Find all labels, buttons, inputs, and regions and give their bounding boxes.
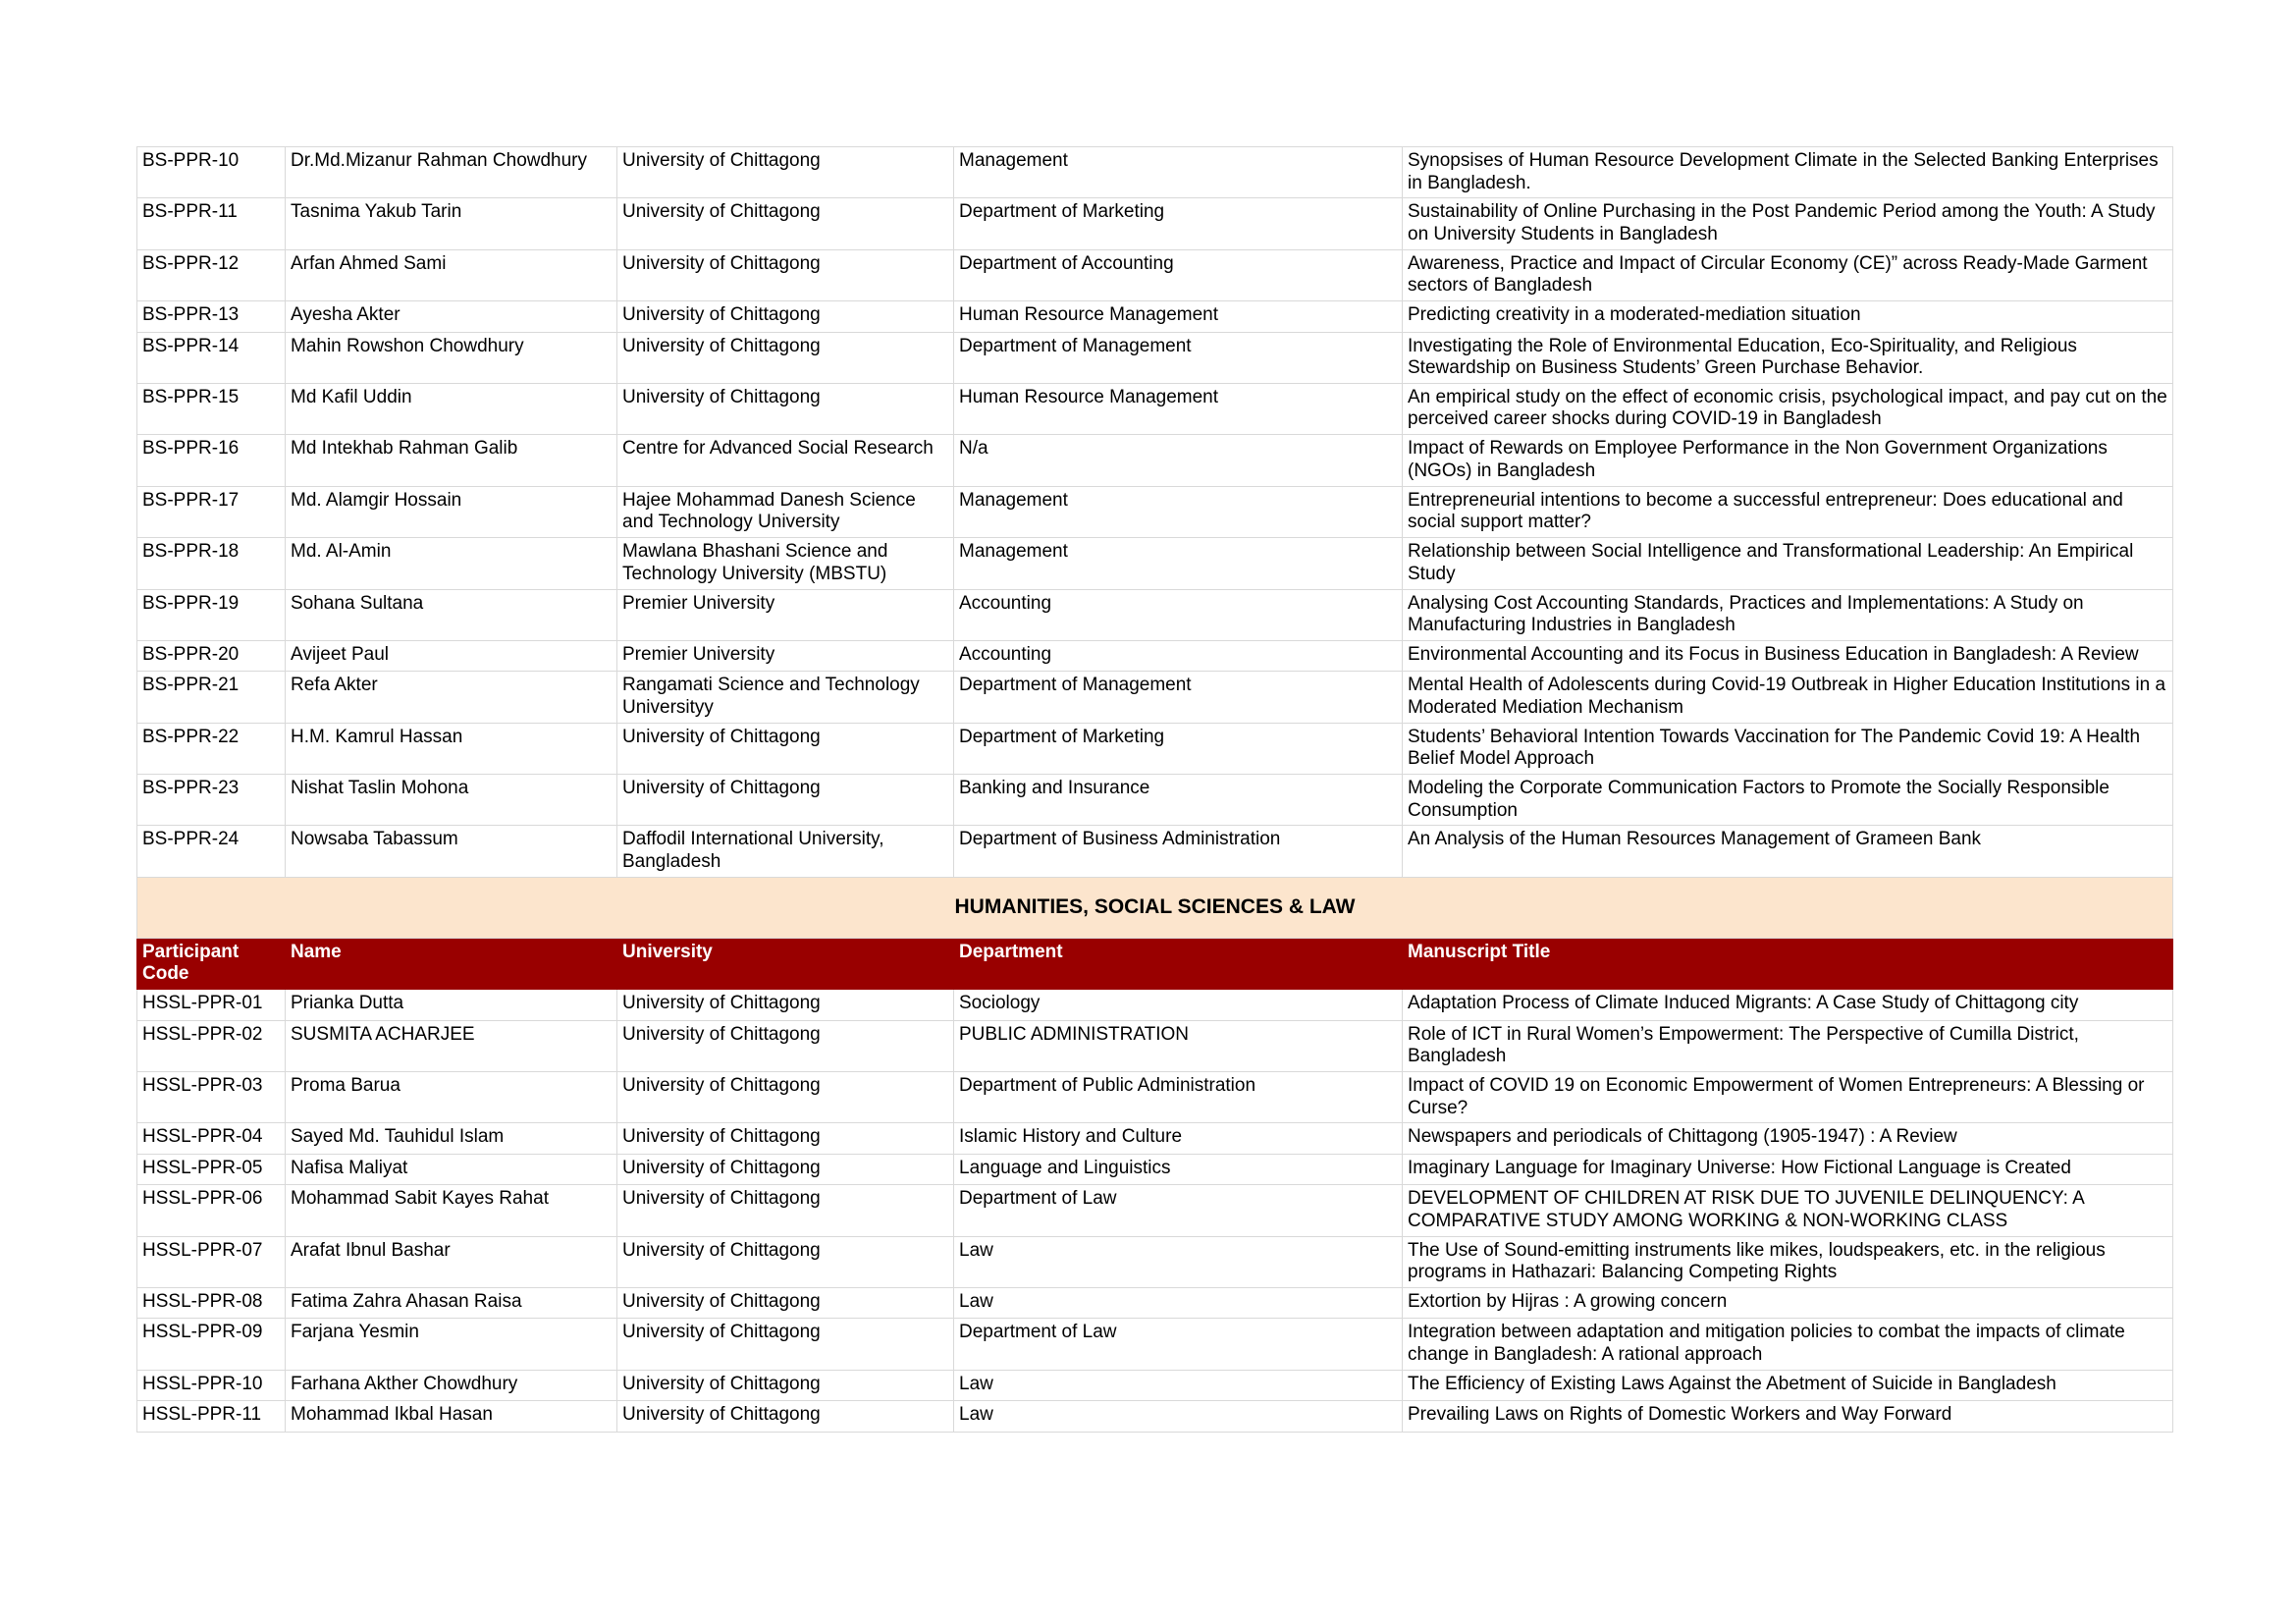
participant-code-cell: BS-PPR-20: [137, 640, 286, 671]
manuscript-title-cell: An empirical study on the effect of economic crisis, psychological impact, and pay cut on the perceived career shocks during COVID-19 in Bangladesh: [1403, 383, 2173, 434]
column-header-participant-code: Participant Code: [137, 938, 286, 989]
column-header-university: University: [617, 938, 954, 989]
table-row: [137, 775, 2173, 826]
university-cell: University of Chittagong: [617, 775, 954, 826]
university-cell: University of Chittagong: [617, 249, 954, 300]
name-cell: Avijeet Paul: [286, 640, 617, 671]
manuscript-title-cell: Integration between adaptation and mitigation policies to combat the impacts of climate change in Bangladesh: A rational approach: [1403, 1319, 2173, 1370]
participant-code-cell: BS-PPR-16: [137, 435, 286, 486]
department-cell: N/a: [954, 435, 1403, 486]
manuscript-title-cell: Impact of COVID 19 on Economic Empowerment of Women Entrepreneurs: A Blessing or Curse?: [1403, 1072, 2173, 1123]
manuscript-title-cell: DEVELOPMENT OF CHILDREN AT RISK DUE TO JUVENILE DELINQUENCY: A COMPARATIVE STUDY AMONG WORKING & NON-WORKING CLASS: [1403, 1185, 2173, 1236]
manuscript-title-cell: Environmental Accounting and its Focus in Business Education in Bangladesh: A Review: [1403, 640, 2173, 671]
department-cell: Department of Accounting: [954, 249, 1403, 300]
university-cell: Daffodil International University, Bangladesh: [617, 826, 954, 877]
university-cell: Premier University: [617, 640, 954, 671]
table-row: [137, 538, 2173, 589]
department-cell: Department of Law: [954, 1185, 1403, 1236]
manuscript-title-cell: An Analysis of the Human Resources Management of Grameen Bank: [1403, 826, 2173, 877]
manuscript-title-cell: Analysing Cost Accounting Standards, Practices and Implementations: A Study on Manufacturing Industries in Bangladesh: [1403, 589, 2173, 640]
department-cell: Department of Management: [954, 332, 1403, 383]
department-cell: Law: [954, 1370, 1403, 1400]
name-cell: Nishat Taslin Mohona: [286, 775, 617, 826]
department-cell: Accounting: [954, 640, 1403, 671]
table-row: [137, 332, 2173, 383]
university-cell: University of Chittagong: [617, 198, 954, 249]
department-cell: Banking and Insurance: [954, 775, 1403, 826]
table-row: [137, 249, 2173, 300]
column-header-name: Name: [286, 938, 617, 989]
table-row: [137, 1236, 2173, 1287]
name-cell: Refa Akter: [286, 672, 617, 723]
university-cell: University of Chittagong: [617, 147, 954, 198]
participant-code-cell: BS-PPR-19: [137, 589, 286, 640]
university-cell: University of Chittagong: [617, 1401, 954, 1432]
university-cell: University of Chittagong: [617, 1287, 954, 1318]
table-row: [137, 1020, 2173, 1071]
name-cell: Sohana Sultana: [286, 589, 617, 640]
participant-code-cell: BS-PPR-14: [137, 332, 286, 383]
manuscript-title-cell: Mental Health of Adolescents during Covid-19 Outbreak in Higher Education Institutions in a Moderated Mediation Mechanism: [1403, 672, 2173, 723]
department-cell: Law: [954, 1401, 1403, 1432]
university-cell: University of Chittagong: [617, 383, 954, 434]
manuscript-title-cell: Extortion by Hijras : A growing concern: [1403, 1287, 2173, 1318]
manuscript-title-cell: Adaptation Process of Climate Induced Migrants: A Case Study of Chittagong city: [1403, 990, 2173, 1020]
participant-code-cell: HSSL-PPR-02: [137, 1020, 286, 1071]
manuscript-title-cell: Newspapers and periodicals of Chittagong (1905-1947) : A Review: [1403, 1123, 2173, 1154]
manuscript-title-cell: Relationship between Social Intelligence and Transformational Leadership: An Empirical Study: [1403, 538, 2173, 589]
manuscript-title-cell: Imaginary Language for Imaginary Universe: How Fictional Language is Created: [1403, 1154, 2173, 1184]
table-row: [137, 990, 2173, 1020]
participant-code-cell: BS-PPR-21: [137, 672, 286, 723]
table-row: [137, 1370, 2173, 1400]
department-cell: Human Resource Management: [954, 301, 1403, 332]
name-cell: Sayed Md. Tauhidul Islam: [286, 1123, 617, 1154]
table-body: [137, 147, 2173, 1433]
name-cell: Farhana Akther Chowdhury: [286, 1370, 617, 1400]
participant-code-cell: HSSL-PPR-11: [137, 1401, 286, 1432]
table-row: [137, 1123, 2173, 1154]
university-cell: Premier University: [617, 589, 954, 640]
participant-code-cell: HSSL-PPR-08: [137, 1287, 286, 1318]
table-row: [137, 1154, 2173, 1184]
university-cell: University of Chittagong: [617, 1370, 954, 1400]
participant-code-cell: BS-PPR-17: [137, 486, 286, 537]
name-cell: Proma Barua: [286, 1072, 617, 1123]
table-row: [137, 486, 2173, 537]
name-cell: Nafisa Maliyat: [286, 1154, 617, 1184]
name-cell: Nowsaba Tabassum: [286, 826, 617, 877]
table-row: [137, 198, 2173, 249]
university-cell: Rangamati Science and Technology Universityy: [617, 672, 954, 723]
name-cell: Md. Al-Amin: [286, 538, 617, 589]
manuscript-title-cell: The Use of Sound-emitting instruments like mikes, loudspeakers, etc. in the religious programs in Hathazari: Balancing Competing Rights: [1403, 1236, 2173, 1287]
department-cell: Department of Management: [954, 672, 1403, 723]
participant-code-cell: HSSL-PPR-04: [137, 1123, 286, 1154]
university-cell: University of Chittagong: [617, 1020, 954, 1071]
table-row: [137, 301, 2173, 332]
name-cell: H.M. Kamrul Hassan: [286, 723, 617, 774]
name-cell: Dr.Md.Mizanur Rahman Chowdhury: [286, 147, 617, 198]
table-row: [137, 723, 2173, 774]
department-cell: Law: [954, 1287, 1403, 1318]
name-cell: Mohammad Ikbal Hasan: [286, 1401, 617, 1432]
table-row: [137, 1401, 2173, 1432]
participants-table: [136, 146, 2173, 1433]
university-cell: Hajee Mohammad Danesh Science and Technology University: [617, 486, 954, 537]
department-cell: PUBLIC ADMINISTRATION: [954, 1020, 1403, 1071]
section-title: HUMANITIES, SOCIAL SCIENCES & LAW: [137, 877, 2173, 938]
table-row: [137, 1185, 2173, 1236]
participant-code-cell: BS-PPR-12: [137, 249, 286, 300]
department-cell: Department of Law: [954, 1319, 1403, 1370]
participant-code-cell: BS-PPR-18: [137, 538, 286, 589]
column-header-department: Department: [954, 938, 1403, 989]
participant-code-cell: HSSL-PPR-03: [137, 1072, 286, 1123]
participant-code-cell: BS-PPR-10: [137, 147, 286, 198]
department-cell: Sociology: [954, 990, 1403, 1020]
section-banner-row: [137, 877, 2173, 938]
department-cell: Department of Public Administration: [954, 1072, 1403, 1123]
name-cell: Farjana Yesmin: [286, 1319, 617, 1370]
name-cell: Fatima Zahra Ahasan Raisa: [286, 1287, 617, 1318]
department-cell: Management: [954, 486, 1403, 537]
university-cell: University of Chittagong: [617, 723, 954, 774]
manuscript-title-cell: Prevailing Laws on Rights of Domestic Workers and Way Forward: [1403, 1401, 2173, 1432]
table-row: [137, 1319, 2173, 1370]
participant-code-cell: BS-PPR-23: [137, 775, 286, 826]
university-cell: University of Chittagong: [617, 1072, 954, 1123]
department-cell: Management: [954, 538, 1403, 589]
participant-code-cell: HSSL-PPR-01: [137, 990, 286, 1020]
participant-code-cell: HSSL-PPR-09: [137, 1319, 286, 1370]
name-cell: SUSMITA ACHARJEE: [286, 1020, 617, 1071]
header-row: [137, 938, 2173, 989]
department-cell: Language and Linguistics: [954, 1154, 1403, 1184]
manuscript-title-cell: Entrepreneurial intentions to become a successful entrepreneur: Does educational and social support matter?: [1403, 486, 2173, 537]
department-cell: Islamic History and Culture: [954, 1123, 1403, 1154]
participant-code-cell: BS-PPR-13: [137, 301, 286, 332]
table-row: [137, 640, 2173, 671]
participant-code-cell: BS-PPR-24: [137, 826, 286, 877]
university-cell: University of Chittagong: [617, 990, 954, 1020]
name-cell: Tasnima Yakub Tarin: [286, 198, 617, 249]
university-cell: University of Chittagong: [617, 1154, 954, 1184]
column-header-manuscript-title: Manuscript Title: [1403, 938, 2173, 989]
university-cell: University of Chittagong: [617, 301, 954, 332]
department-cell: Department of Business Administration: [954, 826, 1403, 877]
manuscript-title-cell: Students’ Behavioral Intention Towards Vaccination for The Pandemic Covid 19: A Health Belief Model Approach: [1403, 723, 2173, 774]
participant-code-cell: HSSL-PPR-07: [137, 1236, 286, 1287]
table-row: [137, 826, 2173, 877]
department-cell: Department of Marketing: [954, 198, 1403, 249]
department-cell: Human Resource Management: [954, 383, 1403, 434]
name-cell: Arafat Ibnul Bashar: [286, 1236, 617, 1287]
participant-code-cell: BS-PPR-22: [137, 723, 286, 774]
table-row: [137, 672, 2173, 723]
name-cell: Md Kafil Uddin: [286, 383, 617, 434]
university-cell: University of Chittagong: [617, 1319, 954, 1370]
university-cell: University of Chittagong: [617, 1185, 954, 1236]
name-cell: Md. Alamgir Hossain: [286, 486, 617, 537]
participant-code-cell: BS-PPR-15: [137, 383, 286, 434]
table-row: [137, 435, 2173, 486]
manuscript-title-cell: Predicting creativity in a moderated-mediation situation: [1403, 301, 2173, 332]
manuscript-title-cell: Modeling the Corporate Communication Factors to Promote the Socially Responsible Consumption: [1403, 775, 2173, 826]
name-cell: Arfan Ahmed Sami: [286, 249, 617, 300]
department-cell: Department of Marketing: [954, 723, 1403, 774]
manuscript-title-cell: Impact of Rewards on Employee Performance in the Non Government Organizations (NGOs) in Bangladesh: [1403, 435, 2173, 486]
university-cell: Mawlana Bhashani Science and Technology University (MBSTU): [617, 538, 954, 589]
university-cell: Centre for Advanced Social Research: [617, 435, 954, 486]
department-cell: Accounting: [954, 589, 1403, 640]
department-cell: Management: [954, 147, 1403, 198]
participant-code-cell: HSSL-PPR-06: [137, 1185, 286, 1236]
manuscript-title-cell: Role of ICT in Rural Women’s Empowerment: The Perspective of Cumilla District, Bangladesh: [1403, 1020, 2173, 1071]
name-cell: Mohammad Sabit Kayes Rahat: [286, 1185, 617, 1236]
table-row: [137, 147, 2173, 198]
name-cell: Prianka Dutta: [286, 990, 617, 1020]
manuscript-title-cell: Synopsises of Human Resource Development Climate in the Selected Banking Enterprises in Bangladesh.: [1403, 147, 2173, 198]
table-row: [137, 1072, 2173, 1123]
participant-code-cell: HSSL-PPR-05: [137, 1154, 286, 1184]
university-cell: University of Chittagong: [617, 1236, 954, 1287]
university-cell: University of Chittagong: [617, 1123, 954, 1154]
manuscript-title-cell: Sustainability of Online Purchasing in the Post Pandemic Period among the Youth: A Study on University Students in Bangladesh: [1403, 198, 2173, 249]
name-cell: Ayesha Akter: [286, 301, 617, 332]
name-cell: Md Intekhab Rahman Galib: [286, 435, 617, 486]
participant-code-cell: HSSL-PPR-10: [137, 1370, 286, 1400]
manuscript-title-cell: Awareness, Practice and Impact of Circular Economy (CE)” across Ready-Made Garment sectors of Bangladesh: [1403, 249, 2173, 300]
table-row: [137, 589, 2173, 640]
name-cell: Mahin Rowshon Chowdhury: [286, 332, 617, 383]
manuscript-title-cell: The Efficiency of Existing Laws Against the Abetment of Suicide in Bangladesh: [1403, 1370, 2173, 1400]
table-row: [137, 1287, 2173, 1318]
manuscript-title-cell: Investigating the Role of Environmental Education, Eco-Spirituality, and Religious Stewardship on Business Students’ Green Purchase Behavior.: [1403, 332, 2173, 383]
table-row: [137, 383, 2173, 434]
participant-code-cell: BS-PPR-11: [137, 198, 286, 249]
department-cell: Law: [954, 1236, 1403, 1287]
university-cell: University of Chittagong: [617, 332, 954, 383]
